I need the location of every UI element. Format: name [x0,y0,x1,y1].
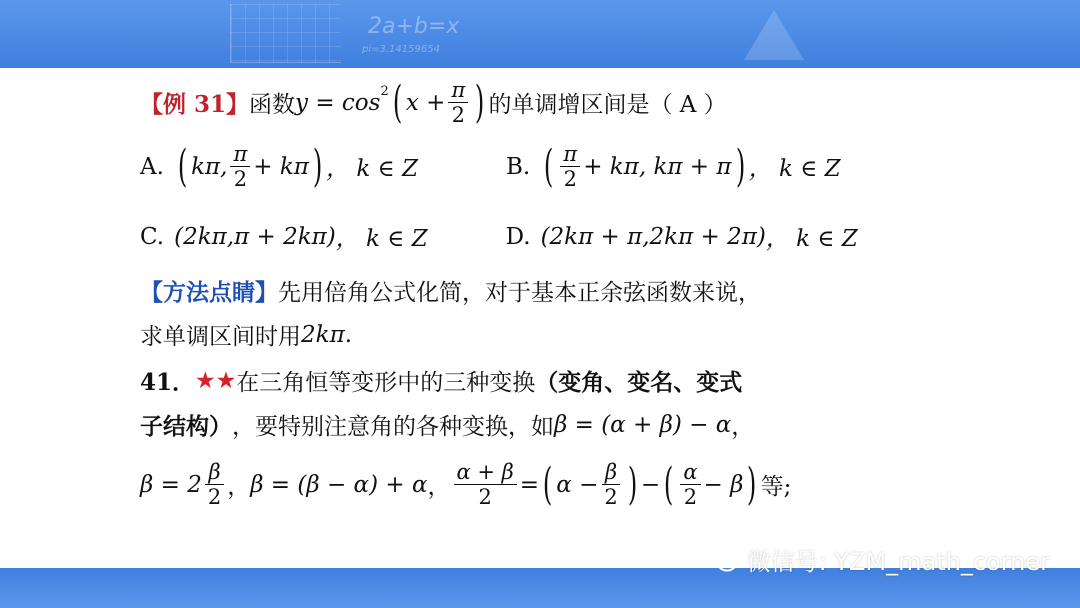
point41-text-2-end: ， [731,414,755,440]
frac-den: 2 [563,167,577,192]
option-c-k: ， k ∈ Z [335,226,428,252]
func-y: y = cos [295,89,381,116]
frac-num: α + β [454,460,517,485]
formula-a-frac [205,460,224,509]
right-paren: ) [475,76,485,128]
frac-den: 2 [451,103,466,128]
frac-num: α [680,460,700,485]
option-a-label: A. [140,153,164,180]
option-a-frac [230,142,250,191]
options-ab [140,142,841,191]
example-tail: 的单调增区间是（ A ） [488,92,727,119]
point41-text-2: ，要特别注意角的各种变换，如 [232,414,554,440]
separator: ， [427,474,451,501]
paren: ( [542,458,553,510]
method-text-1: 先用倍角公式化简，对于基本正余弦函数来说， [278,280,761,306]
frac-den: 2 [207,485,222,510]
method-tag: 【方法点睛】 [140,279,278,306]
option-a-rparen: ) [312,140,323,192]
point-number: 41． [140,369,196,396]
method-math: 2kπ [301,321,345,348]
option-b-label: B. [505,153,531,180]
frac-num: β [205,460,223,485]
paren: ) [627,458,638,510]
formula-c-p1a: α − [556,471,599,498]
option-a-k: ， k ∈ Z [326,156,418,183]
wechat-icon [705,547,739,573]
frac-num: π [230,142,250,167]
frac-num: π [448,78,468,103]
method-text-2: 求单调区间时用 [140,324,301,350]
paren: ( [664,458,674,510]
frac-num: π [560,142,580,167]
point41-line-1 [140,364,742,397]
pi-decoration: pi=3.14159654 [362,44,440,55]
inner-x: x + [405,89,446,116]
option-d-k: ， k ∈ Z [765,226,858,252]
method-line-1 [140,274,761,307]
option-b-k: ， k ∈ Z [748,156,841,183]
option-c-label: C. [140,223,165,250]
option-a-part1: kπ, [191,153,228,180]
separator: ， [227,474,251,501]
options-cd [140,220,858,253]
set-square-decoration [744,10,804,60]
option-b-frac [560,142,580,191]
formula-minus: − [640,471,661,498]
graph-decoration [230,4,341,63]
formula-c-p1-frac [601,460,620,509]
point41-bold-2: 子结构） [140,413,232,440]
option-b-rparen: ) [735,140,745,192]
pi-over-2 [448,78,468,127]
frac-den: 2 [478,485,492,510]
example-tag: 【例 31】 [140,91,250,119]
example-stem [140,78,727,127]
formula-a: β = 2 [140,471,202,498]
option-d-expr: (2kπ + π,2kπ + 2π) [540,223,766,250]
left-paren: ( [392,76,403,128]
point41-text-1: 在三角恒等变形中的三种变换 [236,370,536,396]
formula-c-p2-frac [680,460,700,509]
option-b-part: + kπ, kπ + π [583,153,732,180]
option-b-lparen: ( [544,140,554,192]
top-banner [0,0,1080,68]
option-a-part2: + kπ [253,153,309,180]
formula-c-eq: = [519,471,540,498]
option-d-label: D. [505,223,531,250]
option-c-expr: (2kπ,π + 2kπ) [174,223,336,250]
paren: ) [747,458,757,510]
frac-den: 2 [233,167,248,192]
formula-c-frac [454,460,517,509]
point41-line-2 [140,408,754,441]
frac-den: 2 [604,485,618,510]
option-a-lparen: ( [177,140,188,192]
point41-math-2: β = (α + β) − α [554,411,732,438]
point41-line-3 [140,460,791,509]
watermark-text: 微信号: YZM_math_corner [746,548,1050,576]
method-line-2 [140,318,352,351]
formula-b: β = (β − α) + α [250,471,428,498]
frac-den: 2 [683,485,698,510]
formula-c-p2b: − β [703,471,744,498]
point41-bold-1: （变角、变名、变式 [535,369,743,396]
example-stem-text: 函数 [249,92,296,119]
frac-num: β [602,460,620,485]
formula-end: 等; [760,474,792,501]
formula-decoration: 2a+b=x [368,14,460,39]
watermark [705,542,1050,577]
star-icon: ★★ [195,367,237,394]
method-end: . [344,321,352,348]
cos-power: 2 [380,84,389,99]
slide-content [0,68,1080,568]
